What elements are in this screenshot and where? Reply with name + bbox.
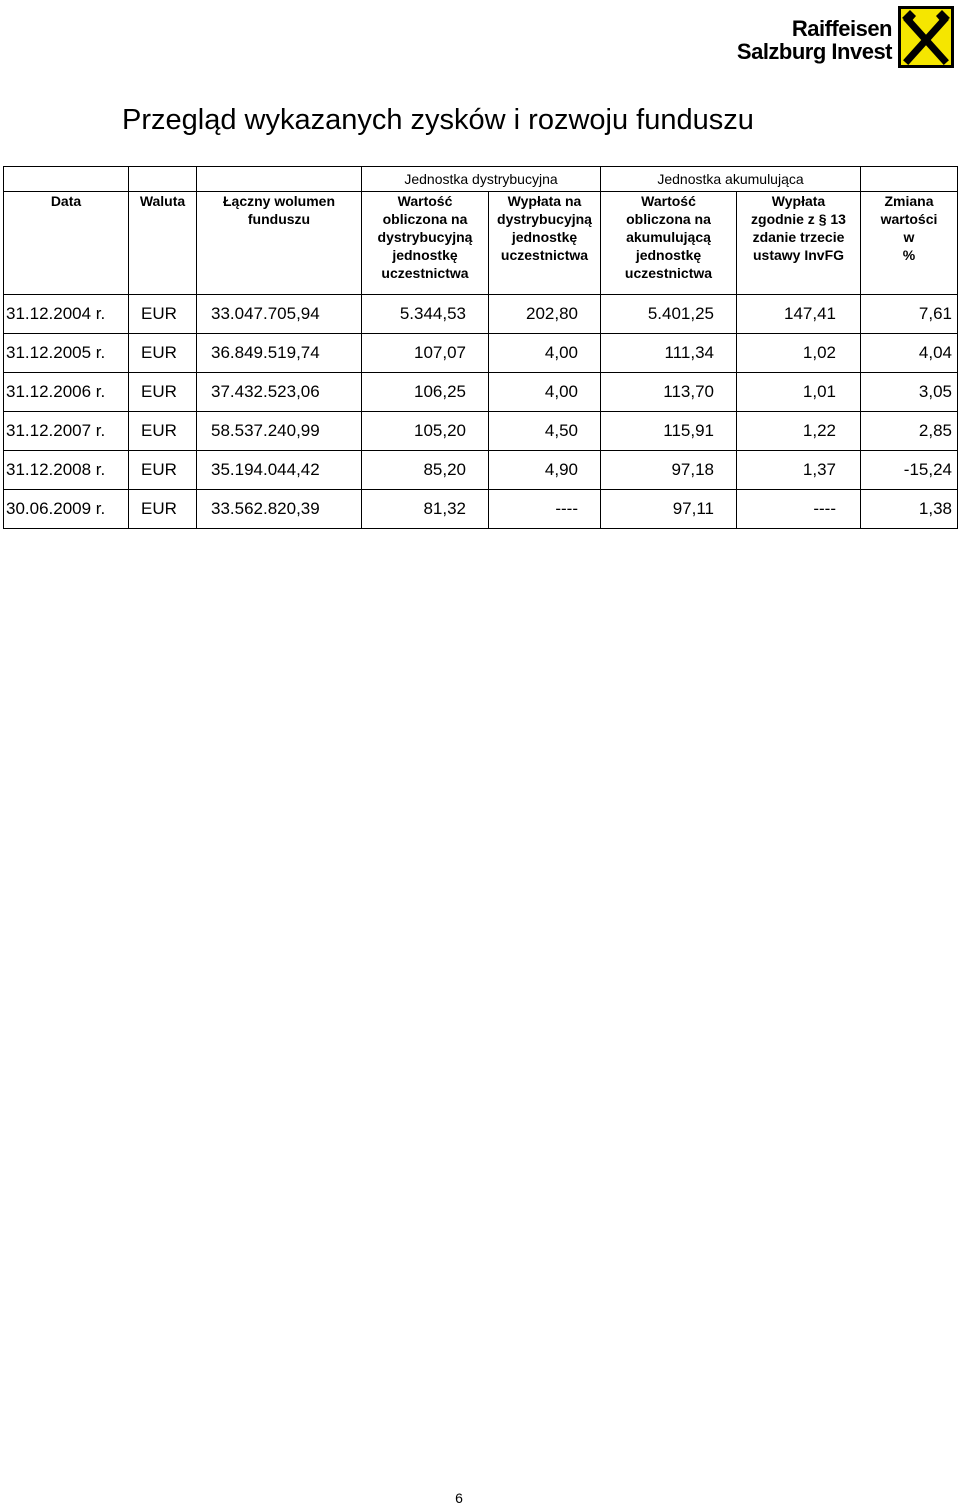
group-header-empty	[129, 167, 197, 192]
cell-change: 1,38	[861, 490, 958, 529]
cell-date: 31.12.2005 r.	[4, 334, 129, 373]
cell-change: 7,61	[861, 295, 958, 334]
cell-acc-payout: 1,37	[737, 451, 861, 490]
cell-acc-payout: ----	[737, 490, 861, 529]
cell-dist-payout: 4,90	[489, 451, 601, 490]
cell-acc-value: 113,70	[601, 373, 737, 412]
table-row	[4, 295, 958, 334]
column-header-date-text: Data	[50, 193, 82, 209]
page-title: Przegląd wykazanych zysków i rozwoju funduszu	[122, 104, 754, 136]
cell-acc-value: 111,34	[601, 334, 737, 373]
cell-currency: EUR	[129, 334, 197, 373]
cell-change: -15,24	[861, 451, 958, 490]
cell-volume: 33.047.705,94	[197, 295, 362, 334]
cell-acc-payout: 1,22	[737, 412, 861, 451]
cell-currency: EUR	[129, 451, 197, 490]
table-row	[4, 451, 958, 490]
cell-volume: 36.849.519,74	[197, 334, 362, 373]
cell-date: 30.06.2009 r.	[4, 490, 129, 529]
header-line: jednostkę	[392, 247, 458, 263]
header-line: Łączny wolumen	[222, 193, 336, 209]
table-group-header-row	[4, 167, 958, 192]
header-line: w	[903, 229, 915, 245]
cell-volume: 35.194.044,42	[197, 451, 362, 490]
logo-line-raiffeisen: Raiffeisen	[791, 16, 892, 41]
header-line: jednostkę	[635, 247, 702, 263]
cell-change: 4,04	[861, 334, 958, 373]
column-header-dist-value	[362, 192, 489, 295]
fund-performance-table	[3, 166, 958, 529]
cell-dist-payout: 4,00	[489, 373, 601, 412]
page-number: 6	[455, 1490, 463, 1506]
raiffeisen-crossed-horse-heads-icon	[898, 6, 954, 68]
header-line: %	[902, 247, 916, 263]
header-line: Wartość	[397, 193, 453, 209]
header-line: uczestnictwa	[500, 247, 589, 263]
column-header-acc-payout	[737, 192, 861, 295]
cell-acc-value: 5.401,25	[601, 295, 737, 334]
cell-acc-payout: 147,41	[737, 295, 861, 334]
table-body	[4, 295, 958, 529]
cell-dist-payout: 4,50	[489, 412, 601, 451]
cell-currency: EUR	[129, 412, 197, 451]
group-header-empty	[197, 167, 362, 192]
cell-acc-payout: 1,01	[737, 373, 861, 412]
cell-date: 31.12.2007 r.	[4, 412, 129, 451]
column-header-dist-payout	[489, 192, 601, 295]
column-header-volume	[197, 192, 362, 295]
header-line: Zmiana	[884, 193, 934, 209]
cell-dist-value: 5.344,53	[362, 295, 489, 334]
logo-wordmark	[724, 18, 892, 64]
cell-currency: EUR	[129, 373, 197, 412]
column-header-acc-value	[601, 192, 737, 295]
header-line: obliczona na	[382, 211, 468, 227]
cell-dist-value: 106,25	[362, 373, 489, 412]
column-header-change	[861, 192, 958, 295]
cell-acc-value: 115,91	[601, 412, 737, 451]
cell-acc-value: 97,18	[601, 451, 737, 490]
header-line: obliczona na	[626, 211, 711, 227]
table-row	[4, 373, 958, 412]
cell-dist-payout: 4,00	[489, 334, 601, 373]
cell-dist-payout: ----	[489, 490, 601, 529]
table-row	[4, 334, 958, 373]
cell-currency: EUR	[129, 490, 197, 529]
table-row	[4, 412, 958, 451]
column-header-date	[4, 192, 129, 295]
logo-line-salzburg-invest: Salzburg Invest	[736, 39, 892, 64]
header-line: jednostkę	[511, 229, 578, 245]
header-line: zdanie trzecie	[752, 229, 845, 245]
cell-currency: EUR	[129, 295, 197, 334]
cell-date: 31.12.2008 r.	[4, 451, 129, 490]
cell-volume: 37.432.523,06	[197, 373, 362, 412]
cell-dist-value: 81,32	[362, 490, 489, 529]
header-line: dystrybucyjną	[497, 211, 592, 227]
cell-date: 31.12.2006 r.	[4, 373, 129, 412]
cell-acc-payout: 1,02	[737, 334, 861, 373]
cell-change: 2,85	[861, 412, 958, 451]
cell-dist-payout: 202,80	[489, 295, 601, 334]
cell-acc-value: 97,11	[601, 490, 737, 529]
header-line: ustawy InvFG	[752, 247, 845, 263]
header-line: funduszu	[247, 211, 311, 227]
header-line: akumulującą	[626, 229, 711, 245]
cell-dist-value: 85,20	[362, 451, 489, 490]
group-header-accumulation: Jednostka akumulująca	[601, 167, 861, 192]
group-header-empty	[861, 167, 958, 192]
header-line: Wartość	[641, 193, 696, 209]
table-column-header-row	[4, 192, 958, 295]
cell-dist-value: 105,20	[362, 412, 489, 451]
raiffeisen-salzburg-invest-logo	[724, 4, 956, 68]
table-row	[4, 490, 958, 529]
cell-volume: 33.562.820,39	[197, 490, 362, 529]
column-header-currency	[129, 192, 197, 295]
column-header-currency-text: Waluta	[139, 193, 186, 209]
group-header-distribution: Jednostka dystrybucyjna	[362, 167, 601, 192]
cell-volume: 58.537.240,99	[197, 412, 362, 451]
header-line: Wypłata	[771, 193, 826, 209]
header-line: Wypłata na	[507, 193, 582, 209]
header-line: zgodnie z § 13	[751, 211, 846, 227]
header-line: wartości	[880, 211, 938, 227]
header-line: uczestnictwa	[381, 265, 469, 281]
header-line: uczestnictwa	[624, 265, 713, 281]
cell-change: 3,05	[861, 373, 958, 412]
cell-date: 31.12.2004 r.	[4, 295, 129, 334]
fund-performance-table-wrapper	[3, 166, 957, 529]
group-header-empty	[4, 167, 129, 192]
cell-dist-value: 107,07	[362, 334, 489, 373]
header-line: dystrybucyjną	[377, 229, 473, 245]
